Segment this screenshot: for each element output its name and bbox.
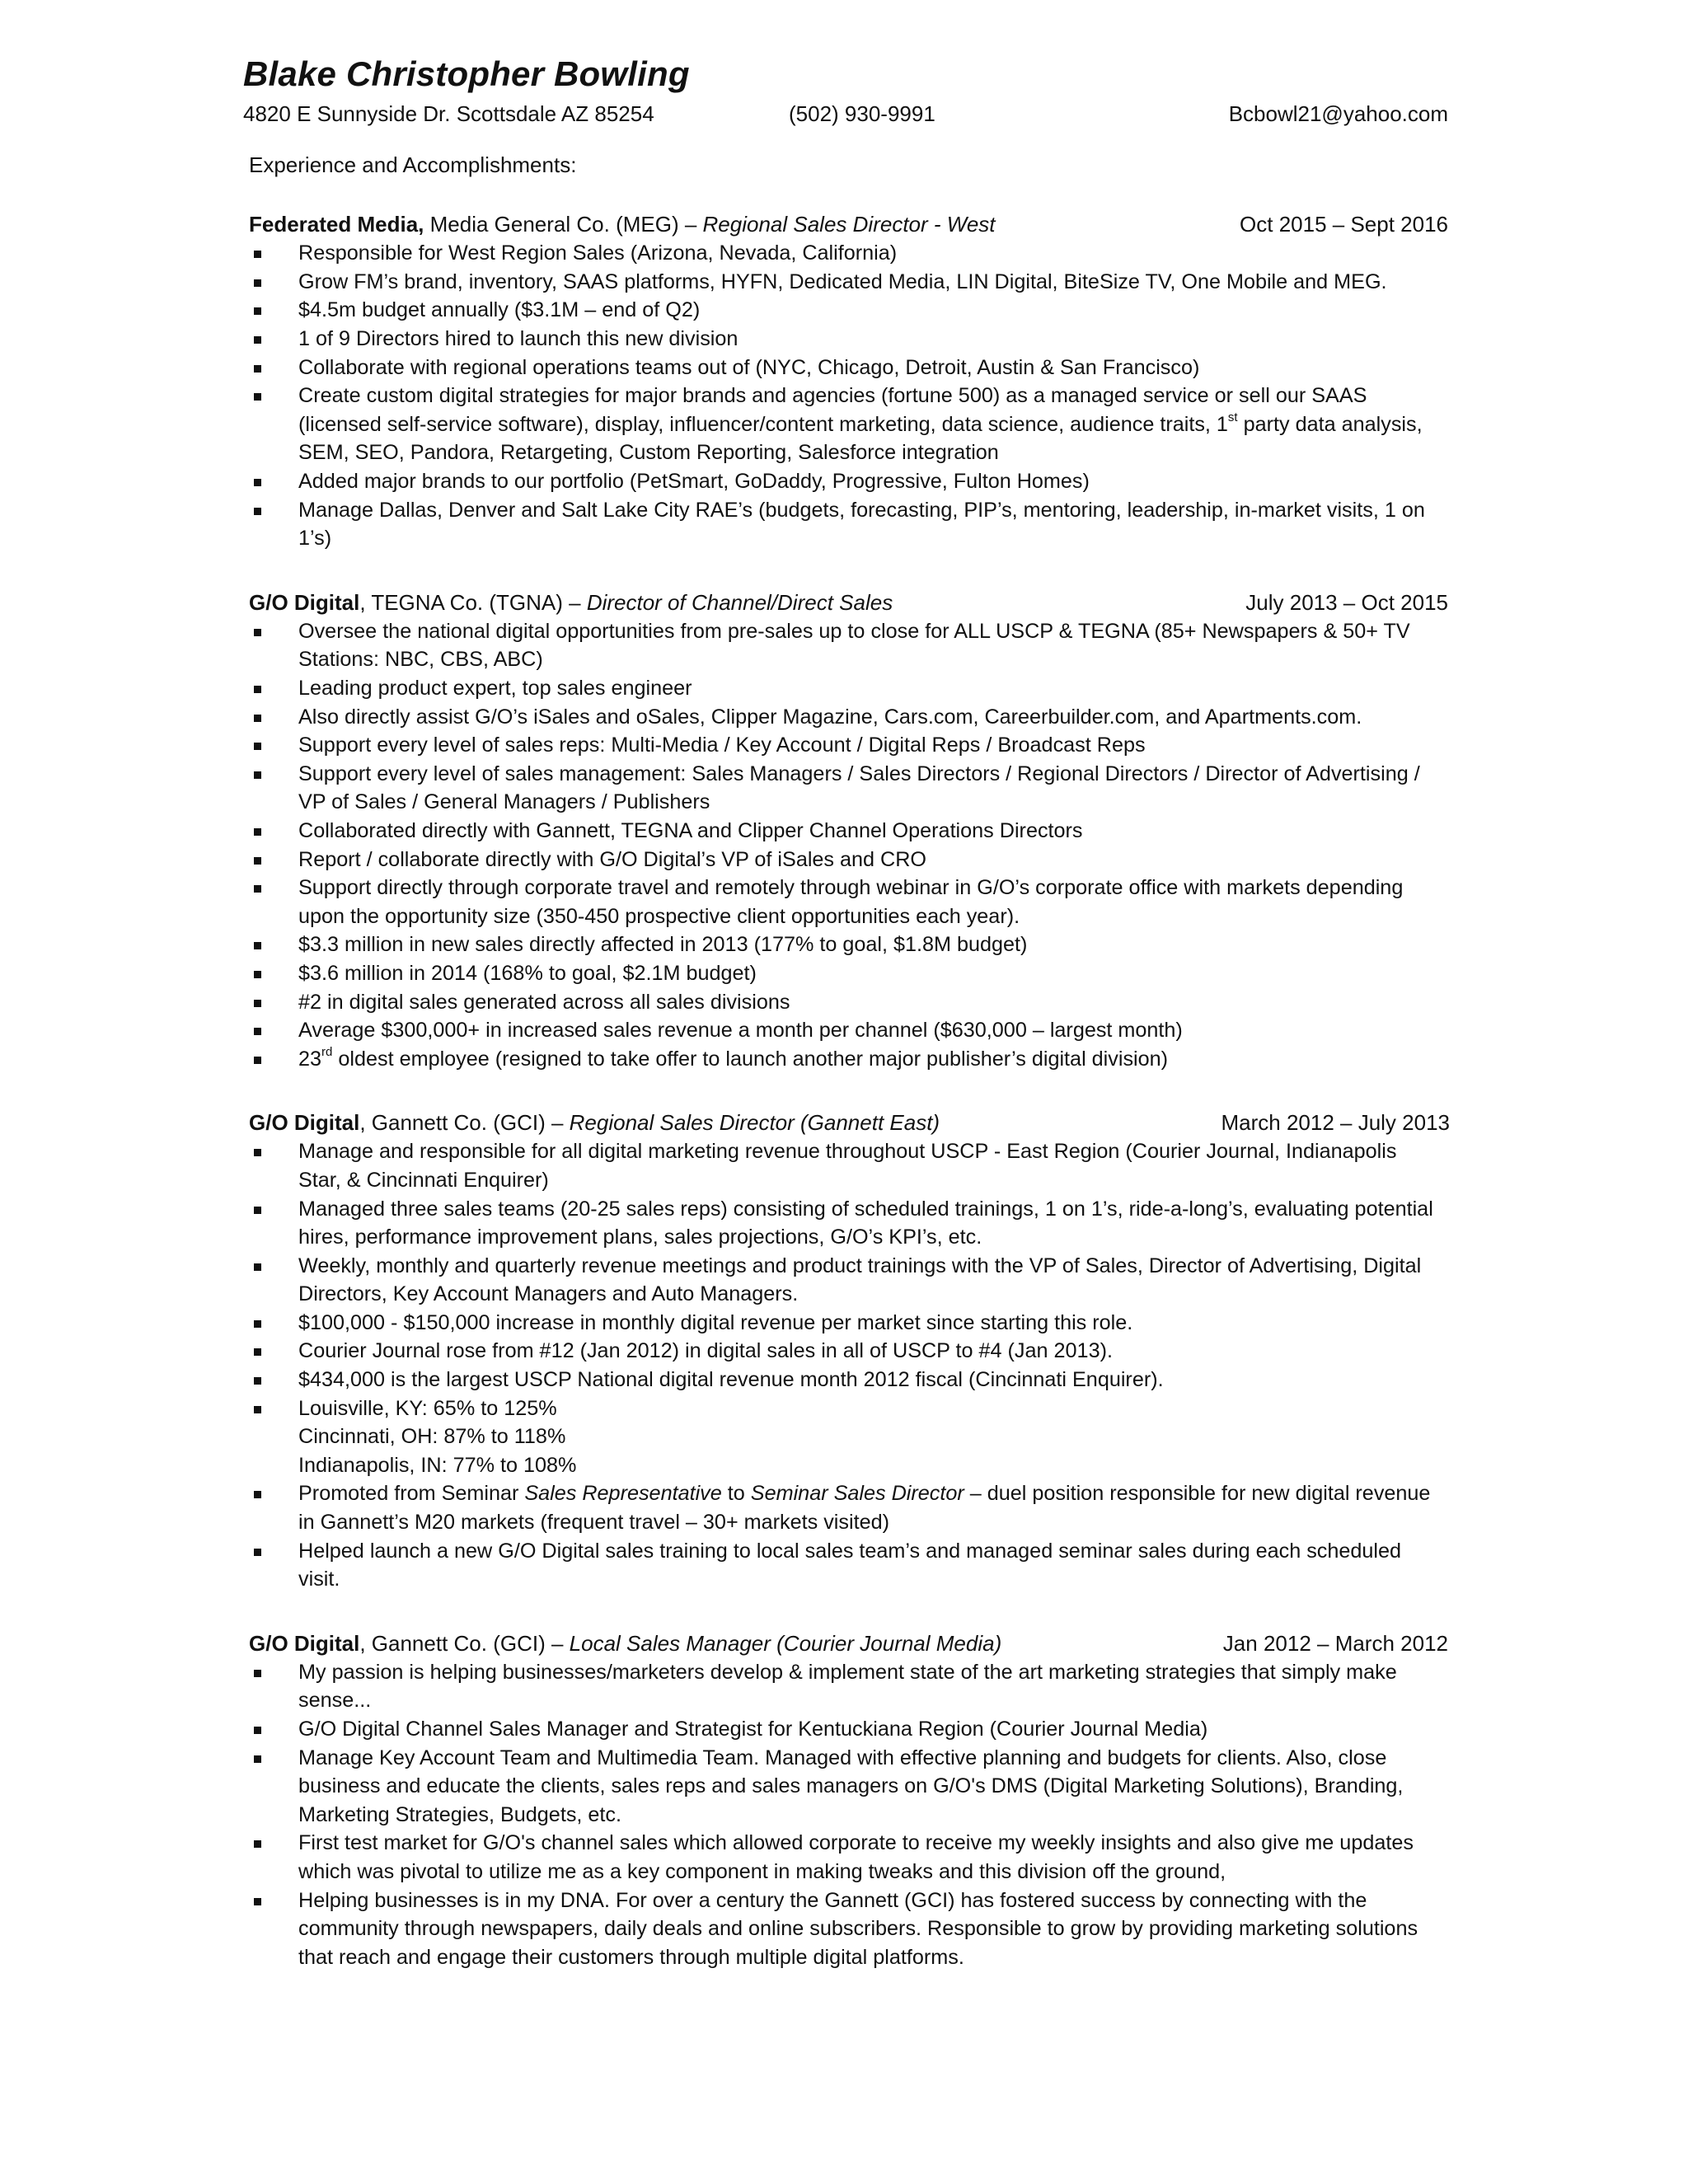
job-entry bbox=[249, 1629, 1448, 1972]
list-item: Leading product expert, top sales engineer bbox=[249, 674, 1436, 703]
candidate-name: Blake Christopher Bowling bbox=[243, 54, 690, 93]
job-title: Regional Sales Director (Gannett East) bbox=[569, 1110, 940, 1136]
list-item: Manage Dallas, Denver and Salt Lake City RAE’s (budgets, forecasting, PIP’s, mentoring, leadership, in-market visits, 1 on 1’s) bbox=[249, 496, 1436, 553]
bullet-icon bbox=[254, 828, 261, 836]
list-item: Promoted from Seminar Sales Representative to Seminar Sales Director – duel position responsible for new digital revenue in Gannett’s M20 markets (frequent travel – 30+ markets visited) bbox=[249, 1479, 1436, 1536]
list-item: First test market for G/O's channel sales which allowed corporate to receive my weekly insights and also give me updates which was pivotal to utilize me as a key component in making tweaks and this division off the ground, bbox=[249, 1829, 1436, 1886]
bullet-icon bbox=[254, 1057, 261, 1064]
list-item: Support directly through corporate travel and remotely through webinar in G/O’s corporate office with markets depending upon the opportunity size (350-450 prospective client opportunities each year). bbox=[249, 874, 1436, 930]
phone: (502) 930-9991 bbox=[789, 101, 935, 127]
list-item: $100,000 - $150,000 increase in monthly digital revenue per market since starting this role. bbox=[249, 1309, 1436, 1338]
list-item: 1 of 9 Directors hired to launch this new division bbox=[249, 325, 1436, 354]
list-item: $434,000 is the largest USCP National digital revenue month 2012 fiscal (Cincinnati Enquirer). bbox=[249, 1366, 1436, 1394]
job-bullets bbox=[249, 617, 1448, 1074]
company-org: , Gannett Co. (GCI) – bbox=[359, 1630, 570, 1656]
list-item: Average $300,000+ in increased sales revenue a month per channel ($630,000 – largest month) bbox=[249, 1016, 1436, 1045]
list-item: G/O Digital Channel Sales Manager and Strategist for Kentuckiana Region (Courier Journal Media) bbox=[249, 1715, 1436, 1744]
bullet-icon bbox=[254, 1028, 261, 1035]
list-item: Support every level of sales management: Sales Managers / Sales Directors / Regional Directors / Director of Advertising / VP of Sales / General Managers / Publishers bbox=[249, 760, 1436, 817]
job-title: Regional Sales Director - West bbox=[702, 212, 996, 237]
bullet-icon bbox=[254, 1207, 261, 1214]
list-item: $4.5m budget annually ($3.1M – end of Q2) bbox=[249, 296, 1436, 325]
bullet-icon bbox=[254, 629, 261, 636]
job-bullets bbox=[249, 1658, 1448, 1972]
list-item-continuation: Indianapolis, IN: 77% to 108% bbox=[298, 1453, 577, 1477]
job-dates: March 2012 – July 2013 bbox=[1221, 1110, 1450, 1136]
bullet-icon bbox=[254, 885, 261, 893]
bullet-icon bbox=[254, 1406, 261, 1413]
contact-line bbox=[243, 97, 1448, 130]
job-entry bbox=[249, 209, 1448, 553]
bullet-icon bbox=[254, 279, 261, 287]
company-org: Media General Co. (MEG) – bbox=[424, 212, 703, 237]
bullet-icon bbox=[254, 479, 261, 486]
bullet-icon bbox=[254, 942, 261, 949]
bullet-icon bbox=[254, 307, 261, 315]
job-dates: Oct 2015 – Sept 2016 bbox=[1240, 212, 1448, 237]
list-item: Louisville, KY: 65% to 125% bbox=[249, 1394, 1436, 1423]
list-item: Create custom digital strategies for major brands and agencies (fortune 500) as a managed service or sell our SAAS (licensed self-service software), display, influencer/content marketing, data science, audience traits, 1st party data analysis, SEM, SEO, Pandora, Retargeting, Custom Reporting, Salesforce integration bbox=[249, 382, 1436, 467]
company-org: , TEGNA Co. (TGNA) – bbox=[359, 589, 587, 615]
bullet-icon bbox=[254, 1000, 261, 1007]
list-item: Support every level of sales reps: Multi-Media / Key Account / Digital Reps / Broadcast Reps bbox=[249, 731, 1436, 760]
company-name: Federated Media, bbox=[249, 212, 424, 237]
bullet-icon bbox=[254, 1670, 261, 1677]
bullet-icon bbox=[254, 1549, 261, 1556]
bullet-icon bbox=[254, 1898, 261, 1905]
job-title: Director of Channel/Direct Sales bbox=[586, 589, 893, 615]
company-org: , Gannett Co. (GCI) – bbox=[359, 1110, 570, 1136]
job-bullets bbox=[249, 239, 1448, 553]
list-item: Helping businesses is in my DNA. For over a century the Gannett (GCI) has fostered success by connecting with the community through newspapers, daily deals and online subscribers. Responsible to grow by providing marketing solutions that reach and engage their customers through multiple digital platforms. bbox=[249, 1886, 1436, 1972]
bullet-icon bbox=[254, 1755, 261, 1763]
list-item: Managed three sales teams (20-25 sales reps) consisting of scheduled trainings, 1 on 1’s, ride-a-long’s, evaluating potential hires, performance improvement plans, sales projections, G/O’s KPI’s, etc. bbox=[249, 1195, 1436, 1252]
list-item: Oversee the national digital opportunities from pre-sales up to close for ALL USCP & TEGNA (85+ Newspapers & 50+ TV Stations: NBC, CBS, ABC) bbox=[249, 617, 1436, 674]
bullet-icon bbox=[254, 1263, 261, 1271]
bullet-icon bbox=[254, 771, 261, 779]
bullet-icon bbox=[254, 1149, 261, 1156]
bullet-icon bbox=[254, 715, 261, 722]
bullet-icon bbox=[254, 1491, 261, 1498]
bullet-icon bbox=[254, 1320, 261, 1328]
list-item: Helped launch a new G/O Digital sales training to local sales team’s and managed seminar sales during each scheduled visit. bbox=[249, 1537, 1436, 1594]
list-item-continuation: Cincinnati, OH: 87% to 118% bbox=[298, 1425, 566, 1449]
job-dates: Jan 2012 – March 2012 bbox=[1222, 1630, 1448, 1656]
list-item: 23rd oldest employee (resigned to take offer to launch another major publisher’s digital division) bbox=[249, 1045, 1436, 1074]
list-item: $3.6 million in 2014 (168% to goal, $2.1M budget) bbox=[249, 959, 1436, 988]
list-item: Collaborated directly with Gannett, TEGNA and Clipper Channel Operations Directors bbox=[249, 817, 1436, 846]
job-bullets bbox=[249, 1137, 1448, 1594]
list-item: #2 in digital sales generated across all sales divisions bbox=[249, 988, 1436, 1017]
job-header bbox=[249, 209, 1448, 239]
company-name: G/O Digital bbox=[249, 1630, 360, 1656]
job-header bbox=[249, 1629, 1448, 1658]
bullet-icon bbox=[254, 365, 261, 373]
job-header bbox=[249, 1108, 1448, 1137]
job-header bbox=[249, 588, 1448, 617]
list-item: Collaborate with regional operations teams out of (NYC, Chicago, Detroit, Austin & San Francisco) bbox=[249, 354, 1436, 382]
job-title: Local Sales Manager (Courier Journal Media) bbox=[569, 1630, 1002, 1656]
bullet-icon bbox=[254, 1840, 261, 1848]
company-name: G/O Digital bbox=[249, 589, 360, 615]
resume-page bbox=[243, 54, 1448, 1971]
list-item: Report / collaborate directly with G/O Digital’s VP of iSales and CRO bbox=[249, 846, 1436, 874]
address: 4820 E Sunnyside Dr. Scottsdale AZ 85254 bbox=[243, 101, 654, 127]
list-item: Manage Key Account Team and Multimedia Team. Managed with effective planning and budgets for clients. Also, close business and educate the clients, sales reps and sales managers on G/O's DMS (Digital Marketing Solutions), Branding, Marketing Strategies, Budgets, etc. bbox=[249, 1744, 1436, 1830]
list-item: Added major brands to our portfolio (PetSmart, GoDaddy, Progressive, Fulton Homes) bbox=[249, 467, 1436, 496]
bullet-icon bbox=[254, 1727, 261, 1734]
bullet-icon bbox=[254, 743, 261, 750]
bullet-icon bbox=[254, 971, 261, 978]
list-item: Also directly assist G/O’s iSales and oSales, Clipper Magazine, Cars.com, Careerbuilder.com, and Apartments.com. bbox=[249, 703, 1436, 732]
bullet-icon bbox=[254, 1348, 261, 1356]
bullet-icon bbox=[254, 857, 261, 865]
bullet-icon bbox=[254, 1377, 261, 1385]
bullet-icon bbox=[254, 251, 261, 258]
email: Bcbowl21@yahoo.com bbox=[1228, 101, 1448, 127]
bullet-icon bbox=[254, 508, 261, 515]
job-entry bbox=[249, 1108, 1448, 1594]
list-item: Manage and responsible for all digital marketing revenue throughout USCP - East Region (Courier Journal, Indianapolis Star, & Cincinnati Enquirer) bbox=[249, 1137, 1436, 1194]
list-item: Weekly, monthly and quarterly revenue meetings and product trainings with the VP of Sales, Director of Advertising, Digital Directors, Key Account Managers and Auto Managers. bbox=[249, 1252, 1436, 1309]
job-entry bbox=[249, 588, 1448, 1074]
list-item: My passion is helping businesses/marketers develop & implement state of the art marketing strategies that simply make sense... bbox=[249, 1658, 1436, 1715]
list-item: Courier Journal rose from #12 (Jan 2012) in digital sales in all of USCP to #4 (Jan 2013). bbox=[249, 1337, 1436, 1366]
list-item: Responsible for West Region Sales (Arizona, Nevada, California) bbox=[249, 239, 1436, 268]
job-dates: July 2013 – Oct 2015 bbox=[1245, 589, 1448, 615]
list-item: $3.3 million in new sales directly affected in 2013 (177% to goal, $1.8M budget) bbox=[249, 930, 1436, 959]
bullet-icon bbox=[254, 336, 261, 344]
section-title: Experience and Accomplishments: bbox=[249, 152, 577, 178]
company-name: G/O Digital bbox=[249, 1110, 360, 1136]
bullet-icon bbox=[254, 686, 261, 693]
list-item: Grow FM’s brand, inventory, SAAS platforms, HYFN, Dedicated Media, LIN Digital, BiteSize TV, One Mobile and MEG. bbox=[249, 268, 1436, 297]
bullet-icon bbox=[254, 393, 261, 401]
